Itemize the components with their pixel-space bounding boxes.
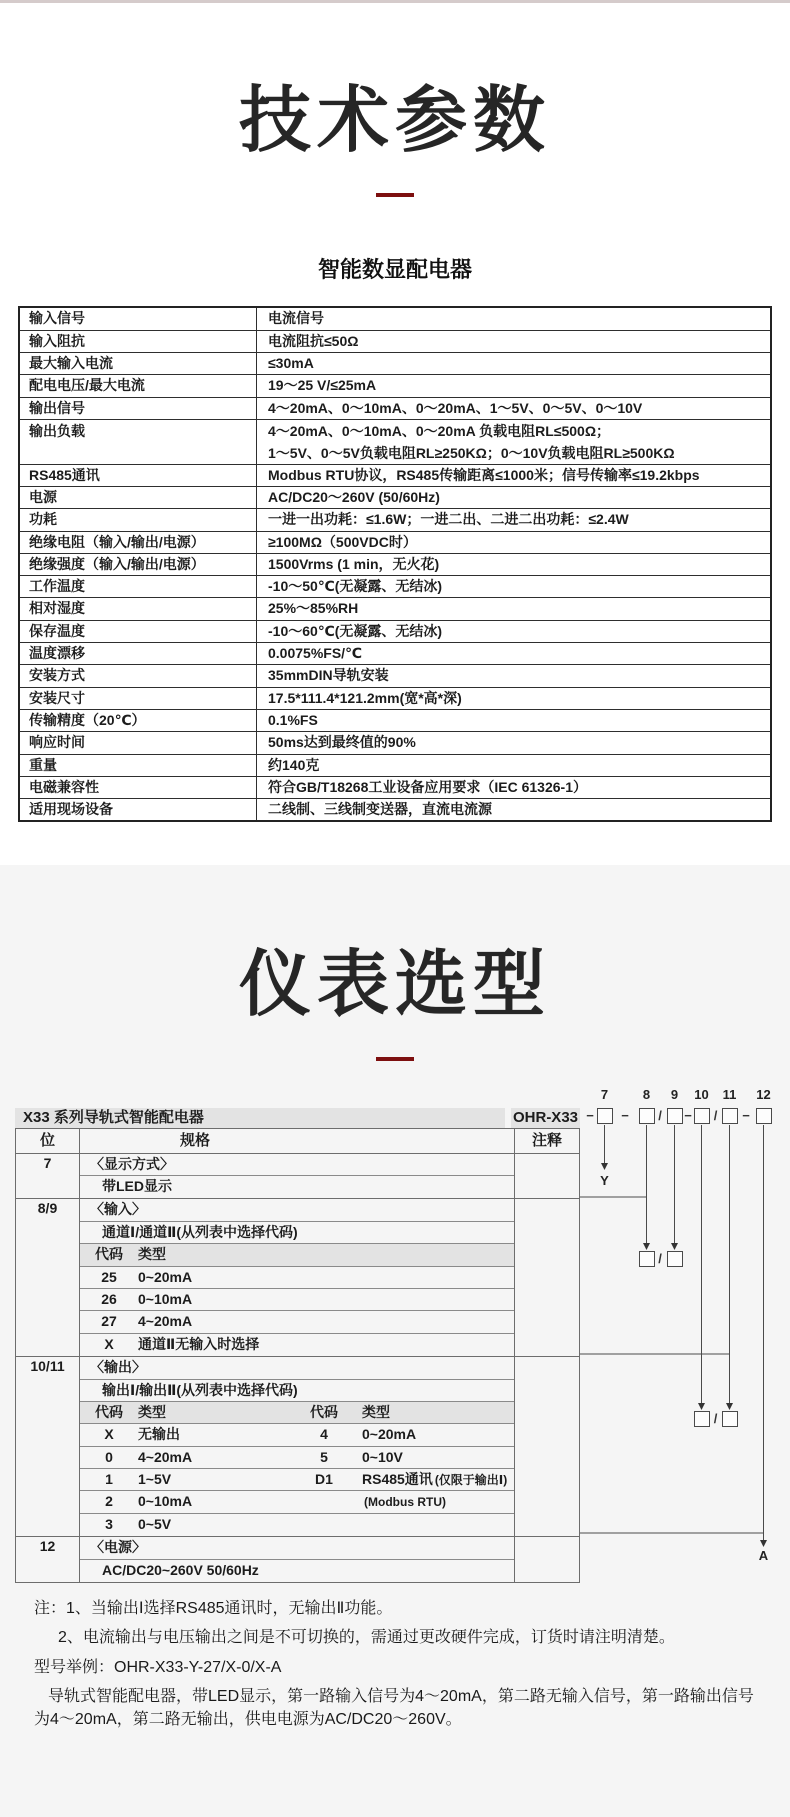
type-cell-2-note: (仅限于输出Ⅰ) — [434, 1473, 508, 1488]
model-digit-number: 9 — [670, 1086, 679, 1102]
model-code-box — [597, 1108, 613, 1124]
selection-table-titlebar — [15, 1108, 580, 1128]
spec-value-cell: 符合GB/T18268工业设备应用要求（IEC 61326-1） — [268, 778, 587, 795]
spec-value-cell: 电流信号 — [268, 309, 324, 326]
spec-table-row — [20, 508, 770, 530]
type-cell: 4~20mA — [138, 1313, 193, 1330]
selection-table — [15, 1108, 580, 1583]
selection-section-12 — [16, 1536, 579, 1582]
spec-table-row — [20, 642, 770, 664]
selection-row: 〈输入〉 — [80, 1199, 514, 1221]
model-digit-number: 10 — [694, 1086, 709, 1102]
tech-parameters-section — [0, 3, 790, 865]
spec-value-cell: 35mmDIN导轨安装 — [268, 667, 389, 684]
spec-column — [80, 1537, 514, 1582]
spec-label-cell: 重量 — [20, 755, 257, 776]
code-cell: 代码 — [95, 1246, 123, 1263]
selection-row — [80, 1334, 514, 1356]
code-cell: 3 — [105, 1515, 113, 1532]
spec-label-cell: 最大输入电流 — [20, 353, 257, 374]
spec-value-cell: ≤30mA — [268, 355, 314, 372]
spec-table-row — [20, 620, 770, 642]
spec-label-cell: 响应时间 — [20, 732, 257, 753]
spec-label-cell: 输出信号 — [20, 398, 257, 419]
code-pair-box — [639, 1251, 655, 1267]
selection-row — [80, 1402, 514, 1424]
model-code-separator: − — [742, 1107, 750, 1123]
model-digit-number: 12 — [756, 1086, 771, 1102]
type-cell: 类型 — [138, 1403, 166, 1420]
spec-value-cell: AC/DC20～260V (50/60Hz) — [268, 488, 440, 505]
code-pair-box — [667, 1251, 683, 1267]
code-cell: 1 — [105, 1471, 113, 1488]
model-example: 型号举例：OHR-X33-Y-27/X-0/X-A — [34, 1658, 282, 1676]
spec-value-cell: 50ms达到最终值的90% — [268, 734, 416, 751]
selection-row — [80, 1244, 514, 1266]
branch-label-y: Y — [600, 1172, 609, 1188]
tech-subtitle: 智能数显配电器 — [317, 256, 472, 282]
spec-value-cell: 约140克 — [268, 756, 320, 773]
spec-value-cell: 二线制、三线制变送器，直流电流源 — [268, 801, 492, 818]
spec-label-cell: 传输精度（20℃） — [20, 710, 257, 731]
spec-label-cell: 相对湿度 — [20, 598, 257, 619]
spec-table-row — [20, 798, 770, 820]
spec-table-row — [20, 464, 770, 486]
spec-table-row — [20, 754, 770, 776]
model-prefix-badge: OHR-X33 — [512, 1108, 579, 1126]
selection-row — [80, 1491, 514, 1513]
selection-row: 〈电源〉 — [80, 1537, 514, 1559]
spec-value-cell: ≥100MΩ（500VDC时） — [268, 533, 417, 550]
selection-table-header — [16, 1129, 579, 1153]
code-cell: 26 — [101, 1290, 117, 1307]
type-cell: 0~5V — [138, 1515, 172, 1532]
spec-value-cell: 17.5*111.4*121.2mm(宽*高*深) — [268, 689, 462, 706]
code-cell: X — [104, 1426, 114, 1443]
model-code-box — [667, 1108, 683, 1124]
spec-label-cell: 配电电压/最大电流 — [20, 375, 257, 396]
selection-row — [80, 1289, 514, 1311]
spec-label-cell: 保存温度 — [20, 621, 257, 642]
spec-table-row — [20, 664, 770, 686]
selection-row: AC/DC20~260V 50/60Hz — [102, 1561, 259, 1578]
spec-value-cell: 25%～85%RH — [268, 600, 359, 617]
tech-section-title: 技术参数 — [238, 81, 551, 161]
position-cell: 10/11 — [16, 1357, 80, 1536]
selection-row — [80, 1447, 514, 1469]
selection-table-body — [15, 1128, 580, 1583]
spec-column — [80, 1154, 514, 1199]
selection-row: 〈输出〉 — [80, 1357, 514, 1379]
code-cell-2: 5 — [320, 1448, 328, 1465]
type-cell-2-text: 0~20mA — [362, 1426, 417, 1443]
spec-label-cell: 适用现场设备 — [20, 799, 257, 820]
spec-value-cell: 4～20mA、0～10mA、0～20mA 负载电阻RL≤500Ω； 1～5V、0～5V负载电阻RL≥250KΩ；0～10V负载电阻RL≥500KΩ — [268, 423, 675, 462]
type-cell: 0~10mA — [138, 1290, 193, 1307]
type-cell: 4~20mA — [138, 1448, 193, 1465]
spec-value-cell: -10～60℃(无凝露、无结冰) — [268, 622, 443, 639]
spec-table-row — [20, 374, 770, 396]
position-cell: 7 — [16, 1154, 80, 1199]
selection-row — [80, 1469, 514, 1491]
notes-block — [0, 1597, 790, 1731]
model-code-box — [639, 1108, 655, 1124]
selection-row — [80, 1424, 514, 1446]
selection-row — [80, 1267, 514, 1289]
column-header-note: 注释 — [514, 1129, 579, 1153]
code-cell: 25 — [101, 1268, 117, 1285]
series-title: X33 系列导轨式智能配电器 — [15, 1108, 505, 1128]
column-header-spec: 规格 — [180, 1131, 211, 1149]
spec-value-cell: 19～25 V/≤25mA — [268, 377, 377, 394]
spec-value-cell: -10～50℃(无凝露、无结冰) — [268, 578, 443, 595]
spec-value-cell: 4～20mA、0～10mA、0～20mA、1～5V、0～5V、0～10V — [268, 399, 643, 416]
model-digit-number: 8 — [642, 1086, 651, 1102]
selection-row: 〈显示方式〉 — [80, 1154, 514, 1176]
spec-label-cell: 安装尺寸 — [20, 688, 257, 709]
instrument-selection-section — [0, 865, 790, 1817]
model-code-separator: − — [586, 1107, 594, 1123]
spec-label-cell: 输出负载 — [20, 420, 257, 464]
type-cell-2-text: 类型 — [362, 1403, 390, 1420]
type-cell-2 — [362, 1491, 514, 1512]
type-cell: 类型 — [138, 1246, 166, 1263]
code-cell-2: D1 — [315, 1471, 333, 1488]
model-digit-number: 11 — [722, 1086, 737, 1102]
pair-separator: / — [713, 1410, 718, 1426]
selection-row — [80, 1311, 514, 1333]
spec-label-cell: 电磁兼容性 — [20, 777, 257, 798]
spec-table-row — [20, 308, 770, 330]
spec-value-cell: 0.1%FS — [268, 711, 318, 728]
spec-table — [18, 306, 772, 823]
type-cell-2 — [362, 1447, 514, 1468]
spec-label-cell: 安装方式 — [20, 665, 257, 686]
model-code-separator: / — [658, 1107, 662, 1123]
spec-column — [80, 1199, 514, 1356]
spec-label-cell: RS485通讯 — [20, 465, 257, 486]
tech-title-red-dash — [376, 193, 414, 197]
note-cell — [514, 1154, 579, 1199]
position-cell: 12 — [16, 1537, 80, 1582]
selection-section-title: 仪表选型 — [238, 945, 551, 1025]
code-cell-2: 代码 — [310, 1403, 338, 1420]
selection-row — [80, 1514, 514, 1536]
code-cell: X — [104, 1335, 114, 1352]
spec-value-cell: 1500Vrms (1 min，无火花) — [268, 555, 440, 572]
type-cell: 1~5V — [138, 1471, 172, 1488]
model-code-box — [756, 1108, 772, 1124]
code-cell: 代码 — [95, 1403, 123, 1420]
spec-table-row — [20, 419, 770, 464]
pair-separator: / — [658, 1250, 662, 1266]
type-cell-2 — [362, 1402, 514, 1423]
note-cell — [514, 1199, 579, 1356]
code-cell: 2 — [105, 1493, 113, 1510]
selection-section-10-11 — [16, 1356, 579, 1536]
model-code-box — [722, 1108, 738, 1124]
model-code-separator: − — [621, 1107, 629, 1123]
type-cell-2-note: (Modbus RTU) — [364, 1495, 446, 1510]
code-pair-box — [694, 1411, 710, 1427]
code-pair-box — [722, 1411, 738, 1427]
type-cell-2 — [362, 1424, 514, 1445]
column-header-pos: 位 — [16, 1129, 80, 1153]
spec-value-cell: 0.0075%FS/℃ — [268, 645, 363, 662]
model-code-box — [694, 1108, 710, 1124]
spec-table-row — [20, 709, 770, 731]
model-digit-number: 7 — [600, 1086, 609, 1102]
selection-section-8-9 — [16, 1198, 579, 1356]
model-code-separator: / — [713, 1107, 718, 1123]
selection-row: 通道Ⅰ/通道Ⅱ(从列表中选择代码) — [80, 1222, 514, 1244]
selection-row: 带LED显示 — [102, 1177, 172, 1194]
note-cell — [514, 1357, 579, 1536]
model-code-separator: − — [684, 1107, 692, 1123]
selection-area — [0, 1085, 790, 1585]
branch-label-a: A — [758, 1547, 769, 1563]
spec-table-row — [20, 330, 770, 352]
spec-table-row — [20, 531, 770, 553]
spec-label-cell: 功耗 — [20, 509, 257, 530]
spec-table-row — [20, 397, 770, 419]
selection-title-red-dash — [376, 1057, 414, 1061]
spec-table-row — [20, 731, 770, 753]
spec-table-row — [20, 776, 770, 798]
spec-column — [80, 1357, 514, 1536]
spec-label-cell: 绝缘电阻（输入/输出/电源） — [20, 532, 257, 553]
spec-label-cell: 工作温度 — [20, 576, 257, 597]
position-cell: 8/9 — [16, 1199, 80, 1356]
spec-label-cell: 输入阻抗 — [20, 331, 257, 352]
spec-table-row — [20, 597, 770, 619]
spec-value-cell: 一进一出功耗：≤1.6W；一进二出、二进二出功耗：≤2.4W — [268, 511, 629, 528]
selection-section-7 — [16, 1153, 579, 1199]
spec-table-row — [20, 687, 770, 709]
spec-table-row — [20, 575, 770, 597]
code-cell-2: 4 — [320, 1426, 328, 1443]
note-line-1: 注：1、当输出Ⅰ选择RS485通讯时，无输出Ⅱ功能。 — [34, 1599, 393, 1617]
selection-row: 输出Ⅰ/输出Ⅱ(从列表中选择代码) — [80, 1380, 514, 1402]
spec-label-cell: 温度漂移 — [20, 643, 257, 664]
spec-label-cell: 电源 — [20, 487, 257, 508]
code-cell-2 — [286, 1491, 362, 1512]
spec-table-row — [20, 553, 770, 575]
code-cell: 0 — [105, 1448, 113, 1465]
type-cell: 无输出 — [138, 1426, 180, 1443]
type-cell: 0~10mA — [138, 1493, 193, 1510]
type-cell: 0~20mA — [138, 1268, 193, 1285]
note-cell — [514, 1537, 579, 1582]
spec-label-cell: 绝缘强度（输入/输出/电源） — [20, 554, 257, 575]
spec-table-row — [20, 486, 770, 508]
type-cell: 通道Ⅱ无输入时选择 — [138, 1335, 260, 1352]
type-cell-2-text: RS485通讯 — [362, 1471, 433, 1488]
spec-value-cell: Modbus RTU协议，RS485传输距离≤1000米；信号传输率≤19.2kbps — [268, 466, 700, 483]
model-description: 导轨式智能配电器，带LED显示，第一路输入信号为4～20mA，第二路无输入信号，第一路输出信号为4～20mA，第二路无输出，供电电源为AC/DC20～260V。 — [34, 1687, 754, 1728]
spec-label-cell: 输入信号 — [20, 308, 257, 330]
code-cell: 27 — [101, 1313, 117, 1330]
note-line-2: 2、电流输出与电压输出之间是不可切换的，需通过更改硬件完成，订货时请注明清楚。 — [58, 1628, 675, 1646]
type-cell-2-text: 0~10V — [362, 1448, 403, 1465]
spec-table-row — [20, 352, 770, 374]
spec-value-cell: 电流阻抗≤50Ω — [268, 332, 359, 349]
type-cell-2 — [362, 1469, 514, 1490]
